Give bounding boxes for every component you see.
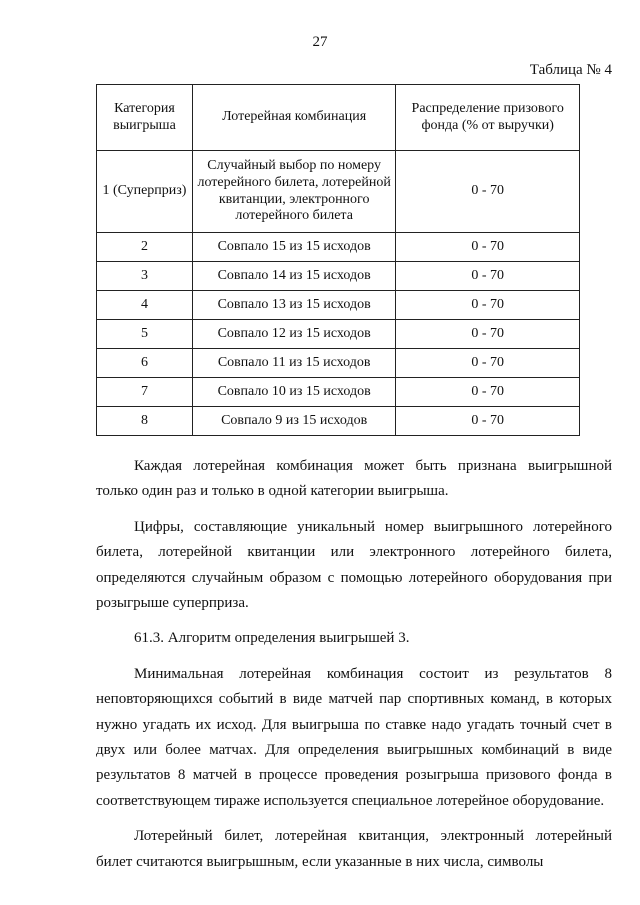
page-number: 27 — [312, 34, 328, 50]
cell-category: 2 — [97, 233, 193, 262]
cell-distribution: 0 - 70 — [396, 407, 580, 436]
header-distribution: Распределение призового фонда (% от выручки) — [396, 85, 580, 151]
cell-distribution: 0 - 70 — [396, 262, 580, 291]
cell-category: 6 — [97, 349, 193, 378]
paragraph: Цифры, составляющие уникальный номер выигрышного лотерейного билета, лотерейной квитанции или электронного лотерейного билета, определяются случайным образом с помощью лотерейного оборудования при розыгрыше суперприза. — [96, 518, 612, 612]
table-caption: Таблица № 4 — [529, 62, 612, 78]
table-header-row — [97, 85, 580, 151]
prize-distribution-table — [96, 84, 580, 436]
cell-combination: Совпало 10 из 15 исходов — [192, 378, 395, 407]
cell-combination: Совпало 12 из 15 исходов — [192, 320, 395, 349]
paragraph: Лотерейный билет, лотерейная квитанция, электронный лотерейный билет считаются выигрышным, если указанные в них числа, символы — [96, 828, 612, 870]
cell-distribution: 0 - 70 — [396, 378, 580, 407]
table-row — [97, 349, 580, 378]
cell-combination: Случайный выбор по номеру лотерейного билета, лотерейной квитанции, электронного лотерейного билета — [192, 151, 395, 233]
header-category: Категория выигрыша — [97, 85, 193, 151]
paragraph: Каждая лотерейная комбинация может быть признана выигрышной только один раз и только в одной категории выигрыша. — [96, 458, 612, 500]
cell-category: 3 — [97, 262, 193, 291]
cell-category: 8 — [97, 407, 193, 436]
table-row — [97, 407, 580, 436]
cell-combination: Совпало 9 из 15 исходов — [192, 407, 395, 436]
cell-combination: Совпало 11 из 15 исходов — [192, 349, 395, 378]
table-row — [97, 151, 580, 233]
paragraph: Минимальная лотерейная комбинация состоит из результатов 8 неповторяющихся событий в виде матчей пар спортивных команд, в которых нужно угадать их исход. Для выигрыша по ставке надо угадать точный счет в двух или более матчах. Для определения выигрышных комбинаций в виде результатов 8 матчей в процессе проведения розыгрыша призового фонда в соответствующем тираже используется специальное лотерейное оборудование. — [96, 665, 612, 809]
header-combination: Лотерейная комбинация — [192, 85, 395, 151]
cell-combination: Совпало 15 из 15 исходов — [192, 233, 395, 262]
cell-distribution: 0 - 70 — [396, 233, 580, 262]
table-row — [97, 233, 580, 262]
table-row — [97, 291, 580, 320]
cell-category: 1 (Суперприз) — [97, 151, 193, 233]
cell-distribution: 0 - 70 — [396, 291, 580, 320]
section-heading: 61.3. Алгоритм определения выигрышей 3. — [134, 630, 410, 647]
table-row — [97, 378, 580, 407]
cell-category: 4 — [97, 291, 193, 320]
body-text — [96, 454, 612, 885]
cell-category: 7 — [97, 378, 193, 407]
cell-distribution: 0 - 70 — [396, 349, 580, 378]
cell-combination: Совпало 13 из 15 исходов — [192, 291, 395, 320]
table-row — [97, 320, 580, 349]
cell-distribution: 0 - 70 — [396, 320, 580, 349]
cell-category: 5 — [97, 320, 193, 349]
table-row — [97, 262, 580, 291]
cell-combination: Совпало 14 из 15 исходов — [192, 262, 395, 291]
cell-distribution: 0 - 70 — [396, 151, 580, 233]
